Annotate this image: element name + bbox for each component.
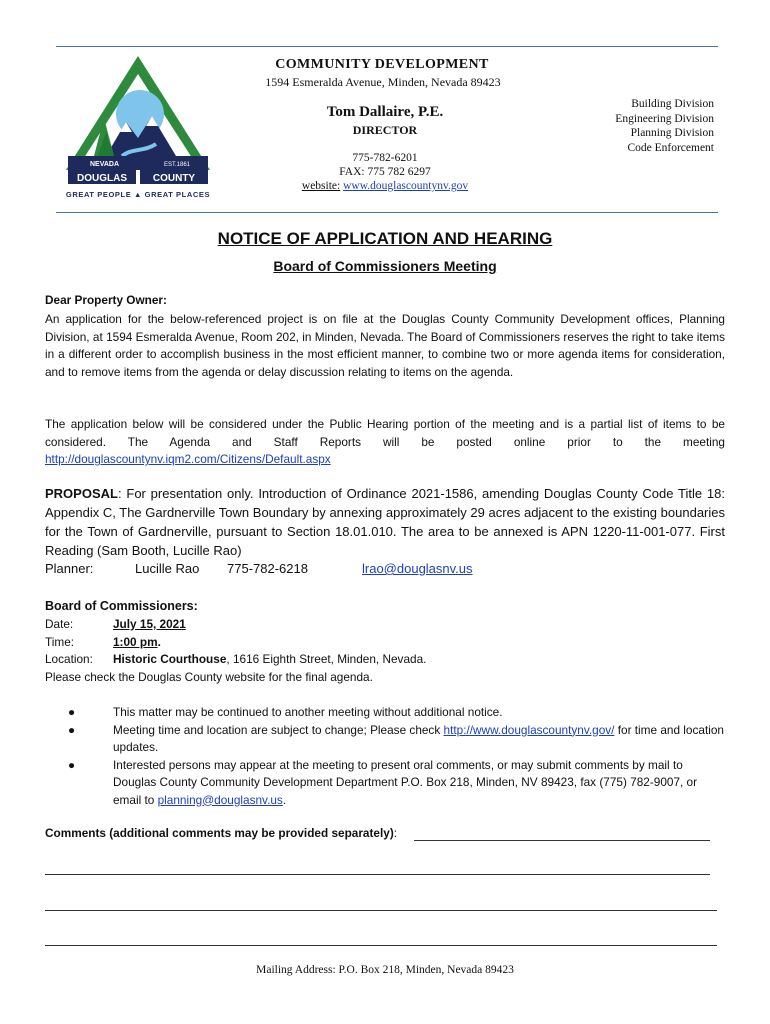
planner-email-link[interactable]: lrao@douglasnv.us	[362, 561, 473, 576]
comments-colon: :	[393, 826, 398, 840]
location-name: Historic Courthouse	[113, 652, 227, 666]
county-website-link[interactable]: http://www.douglascountynv.gov/	[443, 722, 615, 737]
board-location-row	[45, 651, 725, 669]
proposal-text: : For presentation only. Introduction of Ordinance 2021-1586, amending Douglas County Code Title 18: Appendix C, The Gardnerville Town Boundary by annexing approximately 29 acres adjacent to the existing boundaries for the Town of Gardnerville, pursuant to Section 18.01.010. The area to be annexed is APN 1220-11-001-077. First Reading (Sam Booth, Lucille Rao)	[45, 486, 725, 558]
intro-paragraph: An application for the below-referenced project is on file at the Douglas County Community Development offices, Planning Division, at 1594 Esmeralda Avenue, Room 202, in Minden, Nevada. The Board of Commissioners reserves the right to take items in a different order to accomplish business in the most efficient manner, to combine two or more agenda items for consideration, and to remove items from the agenda or delay discussion relating to items on the agenda.	[45, 312, 725, 379]
meeting-time-suffix: .	[157, 634, 161, 649]
board-details	[45, 616, 725, 686]
org-website	[270, 180, 500, 192]
division-planning: Planning Division	[630, 127, 714, 139]
meeting-time: 1:00 pm	[113, 634, 158, 649]
agenda-link[interactable]: http://douglascountynv.iqm2.com/Citizens/Default.aspx	[45, 452, 331, 466]
logo-word-left: DOUGLAS	[77, 173, 127, 184]
header-bottom-rule	[56, 212, 718, 213]
hearing-paragraph-text: The application below will be considered under the Public Hearing portion of the meeting and is a partial list of items to be considered. The Agenda and Staff Reports will be posted online prior to the meeting	[45, 417, 725, 449]
hearing-paragraph	[45, 416, 725, 469]
board-heading: Board of Commissioners:	[45, 599, 198, 613]
org-title: COMMUNITY DEVELOPMENT	[275, 57, 489, 72]
comment-line-4[interactable]	[45, 945, 717, 946]
bullet-item-comments	[45, 757, 725, 810]
bullet-text-end: for time and location updates.	[113, 722, 724, 754]
bullet-item-change	[45, 722, 725, 757]
org-address: 1594 Esmeralda Avenue, Minden, Nevada 89423	[265, 75, 501, 89]
board-date-row	[45, 616, 725, 634]
logo-state: NEVADA	[90, 161, 120, 168]
planner-phone: 775-782-6218	[227, 561, 308, 576]
org-phone: 775-782-6201	[352, 152, 418, 164]
proposal-paragraph	[45, 484, 725, 560]
salutation: Dear Property Owner:	[45, 293, 167, 307]
website-label: website:	[301, 180, 341, 192]
division-engineering: Engineering Division	[615, 112, 714, 125]
bullet-text: Interested persons may appear at the meeting to present oral comments, or may submit comments by mail to Douglas County Community Development Department P.O. Box 218, Minden, NV 89423, fax (775) 782-9007, or email to	[113, 757, 698, 807]
proposal-label: PROPOSAL	[45, 486, 118, 501]
comment-line-2[interactable]	[45, 874, 710, 875]
planning-email-link[interactable]: planning@douglasnv.us	[157, 792, 283, 807]
date-label: Date:	[45, 617, 74, 631]
bullet-text-end: .	[282, 792, 287, 807]
planner-name: Lucille Rao	[135, 561, 200, 576]
mailing-address: Mailing Address: P.O. Box 218, Minden, Nevada 89423	[256, 964, 514, 976]
logo-est: EST.1861	[164, 162, 191, 168]
notice-bullets	[45, 704, 725, 809]
header-top-rule	[56, 46, 718, 47]
bullet-icon: ●	[68, 705, 76, 719]
division-code-enforcement: Code Enforcement	[627, 141, 714, 154]
time-label: Time:	[45, 634, 75, 649]
bullet-icon: ●	[68, 722, 76, 737]
logo-tagline: GREAT PEOPLE ▲ GREAT PLACES	[65, 190, 211, 199]
bullet-icon: ●	[68, 757, 76, 772]
bullet-item-continued	[45, 704, 725, 722]
division-building: Building Division	[631, 98, 714, 110]
website-link[interactable]: www.douglascountynv.gov	[343, 180, 469, 192]
bullet-text: Meeting time and location are subject to change; Please check	[113, 722, 444, 737]
director-role: DIRECTOR	[352, 123, 418, 137]
org-fax: FAX: 775 782 6297	[339, 166, 431, 178]
meeting-date: July 15, 2021	[113, 617, 186, 631]
bullet-text: This matter may be continued to another meeting without additional notice.	[113, 705, 503, 719]
location-address: , 1616 Eighth Street, Minden, Nevada.	[226, 652, 427, 666]
planner-label: Planner:	[45, 561, 94, 576]
director-name: Tom Dallaire, P.E.	[326, 104, 444, 120]
notice-title: NOTICE OF APPLICATION AND HEARING	[217, 229, 553, 248]
comment-line-1[interactable]	[414, 840, 710, 841]
agenda-check-note: Please check the Douglas County website for the final agenda.	[45, 669, 373, 684]
notice-subtitle: Board of Commissioners Meeting	[273, 258, 497, 274]
douglas-county-logo	[60, 52, 216, 202]
comment-line-3[interactable]	[45, 910, 717, 911]
comments-label: Comments (additional comments may be provided separately)	[45, 826, 394, 840]
logo-word-right: COUNTY	[152, 173, 196, 184]
division-list	[580, 97, 714, 155]
location-label: Location:	[45, 652, 93, 666]
board-time-row	[45, 634, 725, 652]
